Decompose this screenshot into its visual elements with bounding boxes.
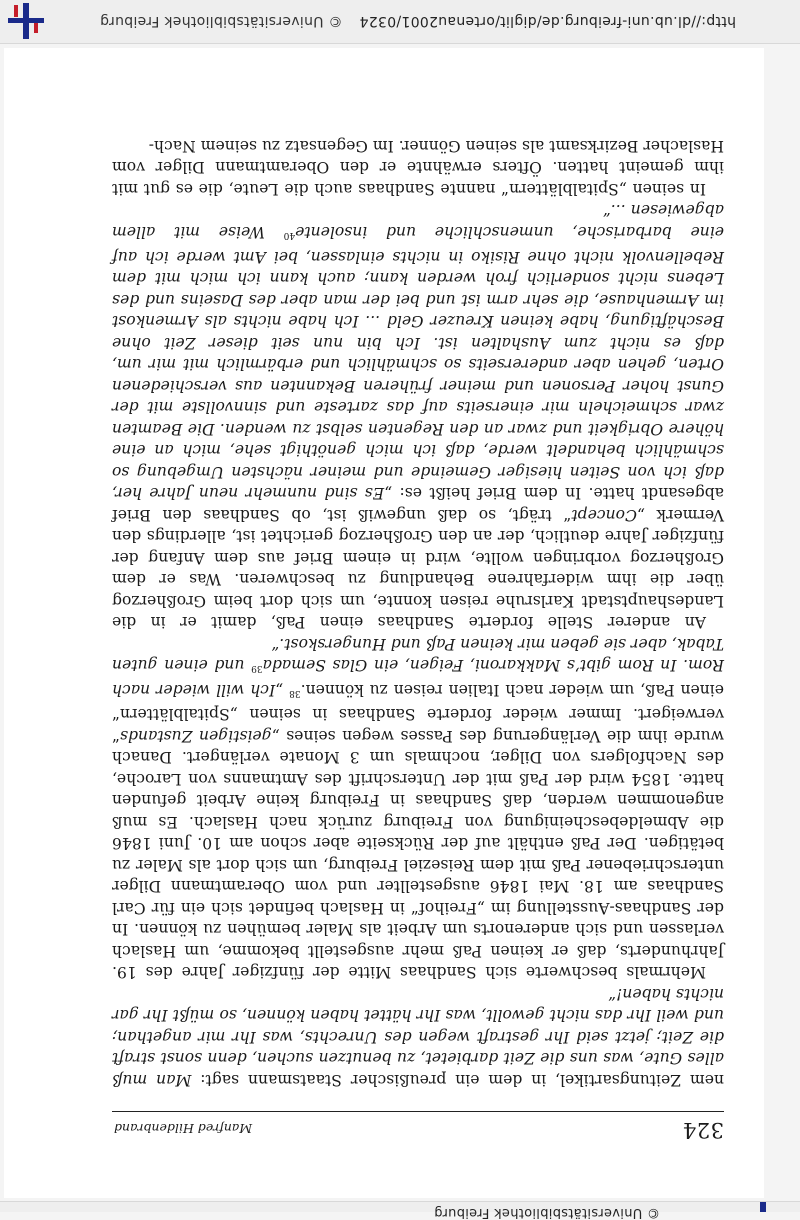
bottom-copyright: © Universitätsbibliothek Freiburg [433, 1205, 660, 1220]
running-head [112, 1111, 724, 1142]
page-number: 324 [682, 1118, 724, 1142]
library-logo-icon-bottom [750, 1202, 774, 1212]
library-logo-icon [6, 1, 46, 41]
body-text [112, 134, 724, 1090]
paragraph-quote-continuation [112, 983, 724, 1091]
copyright-notice: © Universitätsbibliothek Freiburg [99, 13, 343, 29]
quote-lead: nem Zeitungsartikel, in dem ein preußischer Staatsmann sagt: [191, 1071, 724, 1089]
running-author: Manfred Hildenbrand [114, 1121, 253, 1136]
quote-italic: Man muß alles Gute, was uns die Zeit darbietet, zu benutzen suchen, denn sonst straft die Zeit; jetzt seid Ihr gestraft wegen des Unrechts, was Ihr mir angethan; und weil Ihr das nicht gewollt, was Ihr hättet haben können, so müßt Ihr gar nichts haben!“ [112, 985, 724, 1089]
paragraph-spitalblaetter: In seinen „Spitalblättern“ nannte Sandhaas auch die Leute, die es gut mit ihm gemeint hatten. Öfters erwähnte er den Oberamtmann Dilger vom Haslacher Bezirksamt als seinen Gönner. Im Gegensatz zu seinem Nach- [112, 136, 724, 198]
paragraph-letter: An anderer Stelle forderte Sandhaas einen Paß, damit er in die Landeshauptstadt Karlsruhe reisen konnte, um sich dort beim Großherzog über die ihm widerfahrene Behandlung zu beschweren. Was er dem Großherzog vorbringen wollte, wird in einem Brief aus dem Anfang der fünfziger Jahre deutlich, der an den Großherzog gerichtet ist, allerdings den Vermerk „Concept“ trägt, so daß ungewiß ist, ob Sandhaas den Brief abgesandt hatte. In dem Brief heißt es: „Es sind nunmehr neun Jahre her, daß ich von Seiten hiesiger Gemeinde und meiner nächsten Umgebung so schmählich behandelt werde, daß ich mich genöthigt sehe, mich an eine höhere Obrigkeit und zwar an den Regenten selbst zu wenden. Die Beamten zwar schmeicheln mir einerseits auf das zarteste und sinnvollste mit der Gunst hoher Personen und meiner früheren Bekannten aus verschiedenen Orten, gehen aber andererseits so schmählich und erbärmlich mit mir um, daß es nicht zum Aushalten ist. Ich bin nun seit dieser Zeit ohne Beschäftigung, habe keinen Kreuzer Geld ... Ich habe nichts als Armenkost im Armenhause, die sehr arm ist und bei der man aber des Daseins und des Lebens nicht sonderlich froh werden kann; auch kann ich mich mit dem Rebellenvolk nicht ohne Risiko in nichts einlassen, bei Amt werde ich auf eine barbarische, unmenschliche und insolente$^{40}$ Weise mit allem abgewiesen ...“ [112, 201, 724, 632]
scanned-page [4, 48, 764, 1198]
source-url-bar [0, 0, 800, 44]
source-url[interactable]: http://dl.ub.uni-freiburg.de/diglit/ortenau2001/0324 [359, 13, 736, 29]
bottom-copyright-bar [0, 1201, 800, 1220]
paragraph-passport: Mehrmals beschwerte sich Sandhaas Mitte der fünfziger Jahre des 19. Jahrhunderts, daß er keinen Paß mehr ausgestellt bekomme, um Haslach verlassen und sich anderenorts um Arbeit als Maler bemühen zu können. In der Sandhaas-Ausstellung im „Freihof“ in Haslach befindet sich ein für Carl Sandhaas am 18. Mai 1846 ausgestellter und vom Oberamtmann Dilger unterschriebener Paß mit dem Reiseziel Freiburg, um sich dort als Maler zu betätigen. Der Paß enthält auf der Rückseite aber schon am 10. Juni 1846 die Abmeldebescheinigung von Freiburg zurück nach Haslach. Es muß angenommen werden, daß Sandhaas in Freiburg keine Arbeit gefunden hatte. 1854 wird der Paß mit der Unterschrift des Amtmanns von Laroche, des Nachfolgers von Dilger, nochmals um 3 Monate verlängert. Danach wurde ihm die Verlängerung des Passes wegen seines „geistigen Zustands“ verweigert. Immer wieder forderte Sandhaas in seinen „Spitalblättern“ einen Paß, um wieder nach Italien reisen zu können.$^{38}$ „Ich will wieder nach Rom. In Rom gibt’s Makkaroni, Feigen, ein Glas Semada$^{39}$ und einen guten Tabak, aber sie geben mir keinen Paß und Hungerskost.“ [111, 634, 724, 982]
